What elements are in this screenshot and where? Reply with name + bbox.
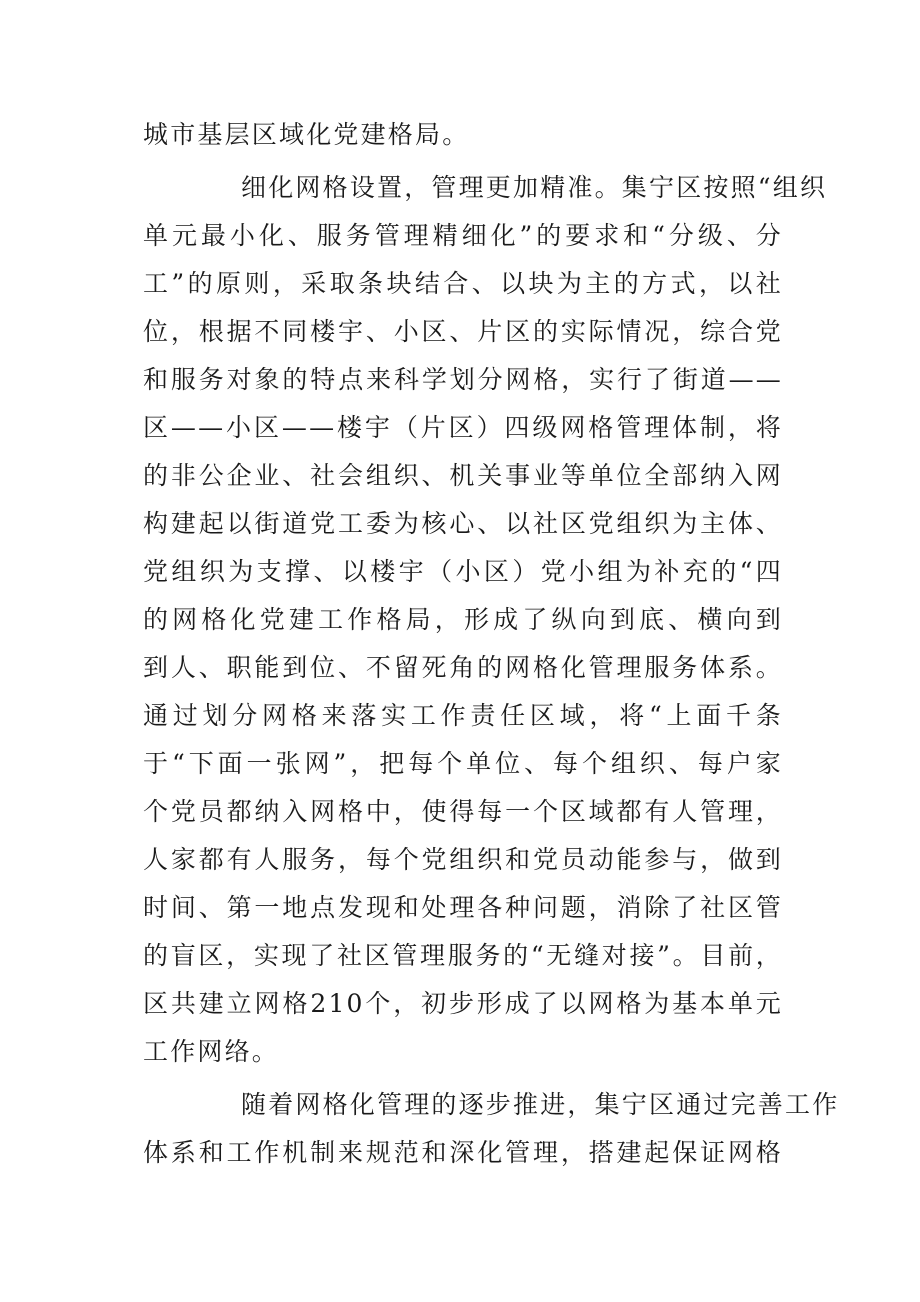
text-line: 人家都有人服务，每个党组织和党员动能参与，做到 xyxy=(143,845,783,874)
text-line: 通过划分网格来落实工作责任区域，将“上面千条 xyxy=(143,701,783,730)
text-line: 的盲区，实现了社区管理服务的“无缝对接”。目前， xyxy=(143,941,783,970)
text-line: 于“下面一张网”，把每个单位、每个组织、每户家 xyxy=(143,749,783,778)
text-line: 工作网络。 xyxy=(143,1037,280,1066)
text-line: 区——小区——楼宇（片区）四级网格管理体制，将 xyxy=(143,413,783,442)
text-line: 城市基层区域化党建格局。 xyxy=(143,120,470,149)
paragraph-start-line: 细化网格设置，管理更加精准。集宁区按照“组织 xyxy=(241,173,828,202)
text-line: 单元最小化、服务管理精细化”的要求和“分级、分 xyxy=(143,221,783,250)
text-line: 位，根据不同楼宇、小区、片区的实际情况，综合党 xyxy=(143,317,783,346)
text-line: 体系和工作机制来规范和深化管理，搭建起保证网格 xyxy=(143,1138,783,1167)
text-line: 的非公企业、社会组织、机关事业等单位全部纳入网 xyxy=(143,461,783,490)
text-line: 和服务对象的特点来科学划分网格，实行了街道—— xyxy=(143,365,783,394)
text-line: 党组织为支撑、以楼宇（小区）党小组为补充的“四 xyxy=(143,557,783,586)
text-line: 区共建立网格210个，初步形成了以网格为基本单元 xyxy=(143,989,783,1018)
text-line: 时间、第一地点发现和处理各种问题，消除了社区管 xyxy=(143,893,783,922)
text-line: 构建起以街道党工委为核心、以社区党组织为主体、 xyxy=(143,509,783,538)
text-line: 个党员都纳入网格中，使得每一个区域都有人管理， xyxy=(143,797,783,826)
text-line: 的网格化党建工作格局，形成了纵向到底、横向到 xyxy=(143,605,783,634)
body-text xyxy=(143,111,840,1177)
text-line: 工”的原则，采取条块结合、以块为主的方式，以社 xyxy=(143,269,783,298)
text-line: 到人、职能到位、不留死角的网格化管理服务体系。 xyxy=(143,653,783,682)
paragraph-start-line: 随着网格化管理的逐步推进，集宁区通过完善工作 xyxy=(241,1090,840,1119)
